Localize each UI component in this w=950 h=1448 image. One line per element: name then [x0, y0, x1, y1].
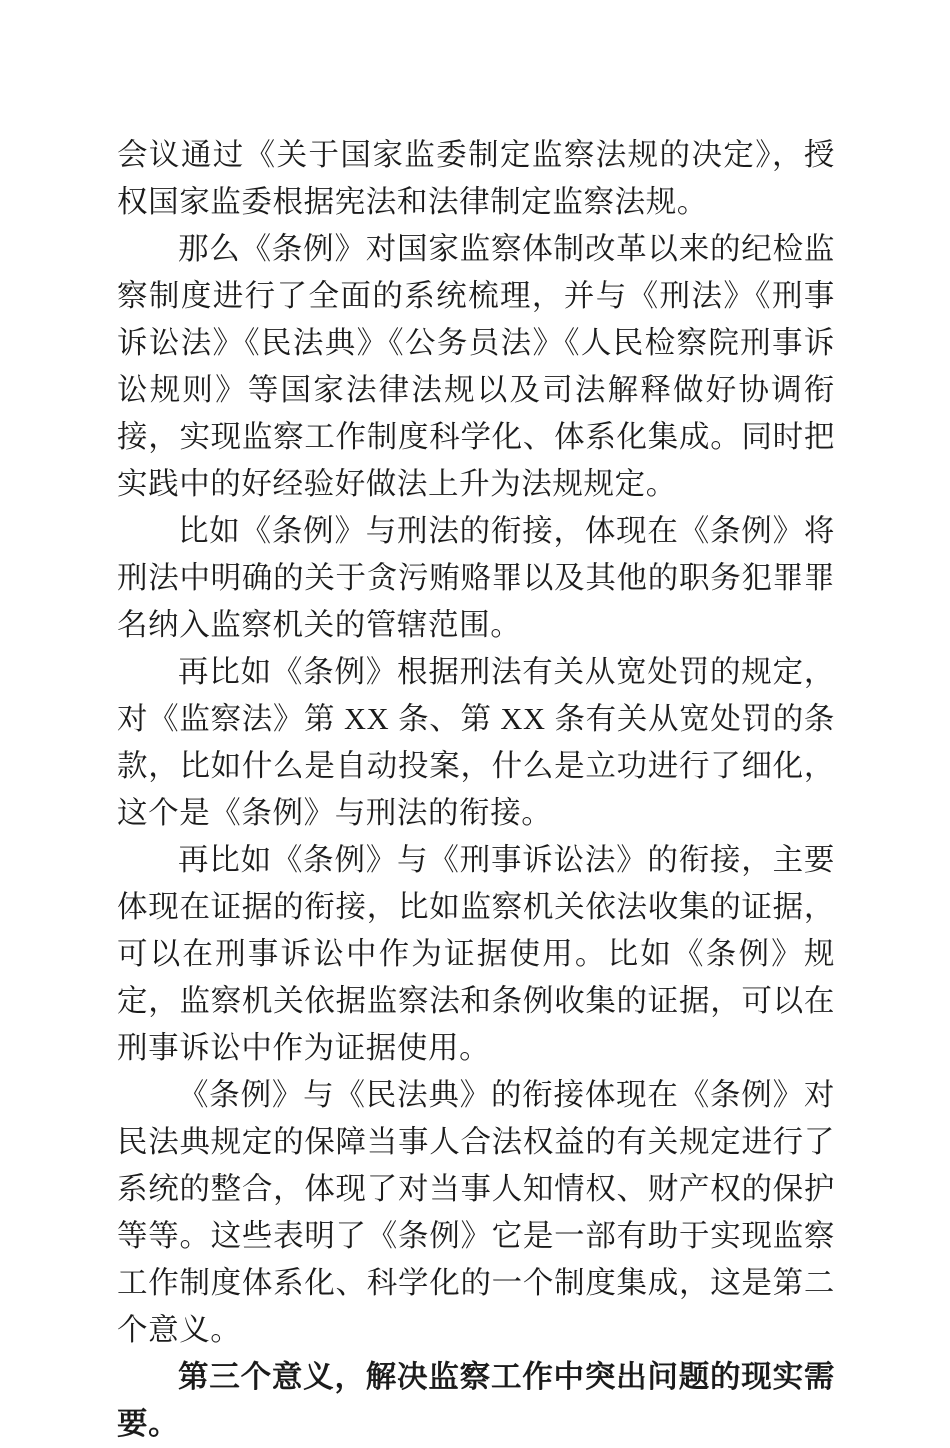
- paragraph-criminal-law-link: 比如《条例》与刑法的衔接，体现在《条例》将刑法中明确的关于贪污贿赂罪以及其他的职务犯罪罪名纳入监察机关的管辖范围。: [117, 514, 835, 642]
- paragraph-criminal-procedure-link: 再比如《条例》与《刑事诉讼法》的衔接，主要体现在证据的衔接，比如监察机关依法收集的证据，可以在刑事诉讼中作为证据使用。比如《条例》规定，监察机关依据监察法和条例收集的证据，可以在刑事诉讼中作为证据使用。: [117, 843, 835, 1065]
- document-body: [117, 132, 835, 1448]
- paragraph-third-significance-heading: 第三个意义，解决监察工作中突出问题的现实需要。: [117, 1360, 835, 1441]
- paragraph-leniency-provisions: 再比如《条例》根据刑法有关从宽处罚的规定，对《监察法》第 XX 条、第 XX 条有关从宽处罚的条款，比如什么是自动投案，什么是立功进行了细化，这个是《条例》与刑法的衔接。: [117, 655, 835, 830]
- paragraph-civil-code-link: 《条例》与《民法典》的衔接体现在《条例》对民法典规定的保障当事人合法权益的有关规定进行了系统的整合，体现了对当事人知情权、财产权的保护等等。这些表明了《条例》它是一部有助于实现监察工作制度体系化、科学化的一个制度集成，这是第二个意义。: [117, 1078, 835, 1347]
- paragraph-regulation-overview: 那么《条例》对国家监察体制改革以来的纪检监察制度进行了全面的系统梳理，并与《刑法》《刑事诉讼法》《民法典》《公务员法》《人民检察院刑事诉讼规则》等国家法律法规以及司法解释做好协调衔接，实现监察工作制度科学化、体系化集成。同时把实践中的好经验好做法上升为法规规定。: [117, 232, 835, 501]
- paragraph-continuation: 会议通过《关于国家监委制定监察法规的决定》，授权国家监委根据宪法和法律制定监察法规。: [117, 138, 835, 219]
